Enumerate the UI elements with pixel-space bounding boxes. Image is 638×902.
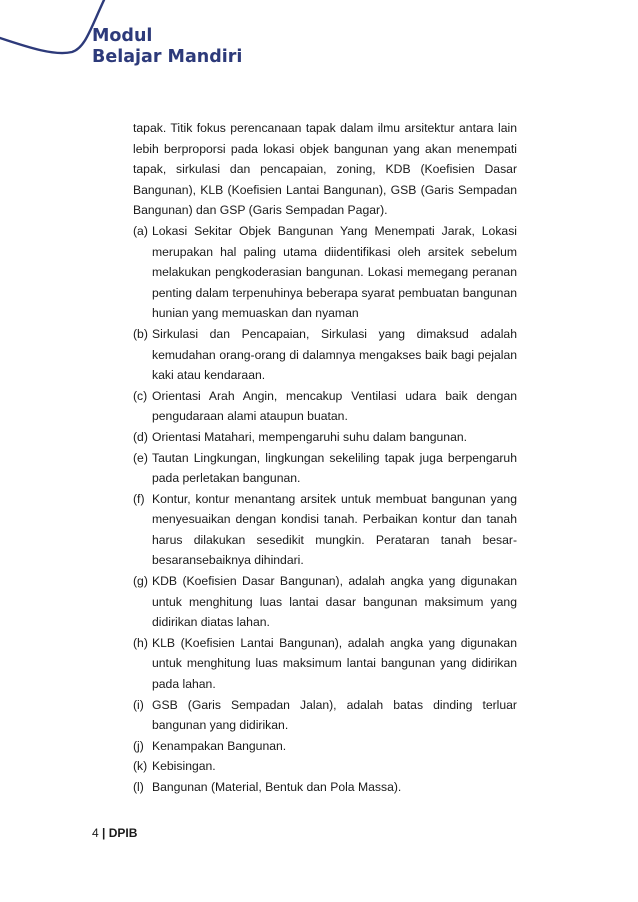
list-item xyxy=(133,756,517,777)
module-brand xyxy=(92,26,242,68)
list-marker: (d) xyxy=(133,429,148,444)
page-content xyxy=(133,118,517,798)
list-item xyxy=(133,695,517,736)
list-item xyxy=(133,221,517,324)
list-marker: (c) xyxy=(133,388,148,403)
list-marker: (h) xyxy=(133,635,148,650)
list-item-text: Kebisingan. xyxy=(152,759,216,774)
list-marker: (g) xyxy=(133,574,148,589)
list-item xyxy=(133,736,517,757)
footer-separator: | xyxy=(102,826,106,840)
list-item-text: Orientasi Matahari, mempengaruhi suhu dalam bangunan. xyxy=(152,429,468,444)
list-item xyxy=(133,386,517,427)
list-item-text: Orientasi Arah Angin, mencakup Ventilasi udara baik dengan pengudaraan alami ataupun buatan. xyxy=(152,388,517,424)
list-marker: (k) xyxy=(133,759,148,774)
list-item-text: Tautan Lingkungan, lingkungan sekeliling tapak juga berpengaruh pada perletakan bangunan. xyxy=(152,450,517,486)
list-item-text: Bangunan (Material, Bentuk dan Pola Massa). xyxy=(152,780,402,794)
list-item xyxy=(133,571,517,633)
brand-line-2: Belajar Mandiri xyxy=(92,47,243,67)
list-item-text: Kontur, kontur menantang arsitek untuk membuat bangunan yang menyesuaikan dengan kondisi tanah. Perbaikan kontur dan tanah harus dilakukan sesedikit mungkin. Perataran tanah besar-besaransebaiknya dihindari. xyxy=(152,491,517,568)
footer-program-code: DPIB xyxy=(108,826,138,840)
list-item xyxy=(133,633,517,695)
list-item-text: KLB (Koefisien Lantai Bangunan), adalah angka yang digunakan untuk menghitung luas maksimum lantai bangunan yang didirikan pada lahan. xyxy=(152,635,517,692)
page-footer xyxy=(92,826,137,840)
list-item-text: Kenampakan Bangunan. xyxy=(152,738,287,753)
list-item-text: Sirkulasi dan Pencapaian, Sirkulasi yang dimaksud adalah kemudahan orang-orang di dalamnya mengakses baik bagi pejalan kaki atau kendaraan. xyxy=(152,326,517,383)
list-marker: (a) xyxy=(133,223,148,238)
list-item xyxy=(133,489,517,571)
list-item xyxy=(133,777,517,798)
list-item-text: GSB (Garis Sempadan Jalan), adalah batas dinding terluar bangunan yang didirikan. xyxy=(152,697,517,733)
brand-line-1: Modul xyxy=(92,26,153,46)
list-marker: (e) xyxy=(133,450,148,465)
list-item xyxy=(133,324,517,386)
list-marker: (f) xyxy=(133,491,145,506)
site-factor-list xyxy=(133,221,517,798)
list-marker: (i) xyxy=(133,697,144,712)
list-marker: (l) xyxy=(133,780,144,794)
intro-paragraph: tapak. Titik fokus perencanaan tapak dalam ilmu arsitektur antara lain lebih berproporsi pada lokasi objek bangunan yang akan menempati tapak, sirkulasi dan pencapaian, zoning, KDB (Koefisien Dasar Bangunan), KLB (Koefisien Lantai Bangunan), GSB (Garis Sempadan Bangunan) dan GSP (Garis Sempadan Pagar). xyxy=(133,121,517,218)
list-item-text: Lokasi Sekitar Objek Bangunan Yang Menempati Jarak, Lokasi merupakan hal paling utama diidentifikasi oleh arsitek sebelum melakukan pengkoderasian bangunan. Lokasi memegang peranan penting dalam terpenuhinya beberapa syarat pembuatan bangunan hunian yang memuaskan dan nyaman xyxy=(152,223,517,321)
list-item xyxy=(133,427,517,448)
list-item-text: KDB (Koefisien Dasar Bangunan), adalah angka yang digunakan untuk menghitung luas lantai dasar bangunan maksimum yang didirikan diatas lahan. xyxy=(152,574,517,630)
list-marker: (b) xyxy=(133,326,148,341)
list-marker: (j) xyxy=(133,738,144,753)
list-item xyxy=(133,448,517,489)
swoosh-curve xyxy=(0,0,104,53)
page-number: 4 xyxy=(92,826,99,840)
